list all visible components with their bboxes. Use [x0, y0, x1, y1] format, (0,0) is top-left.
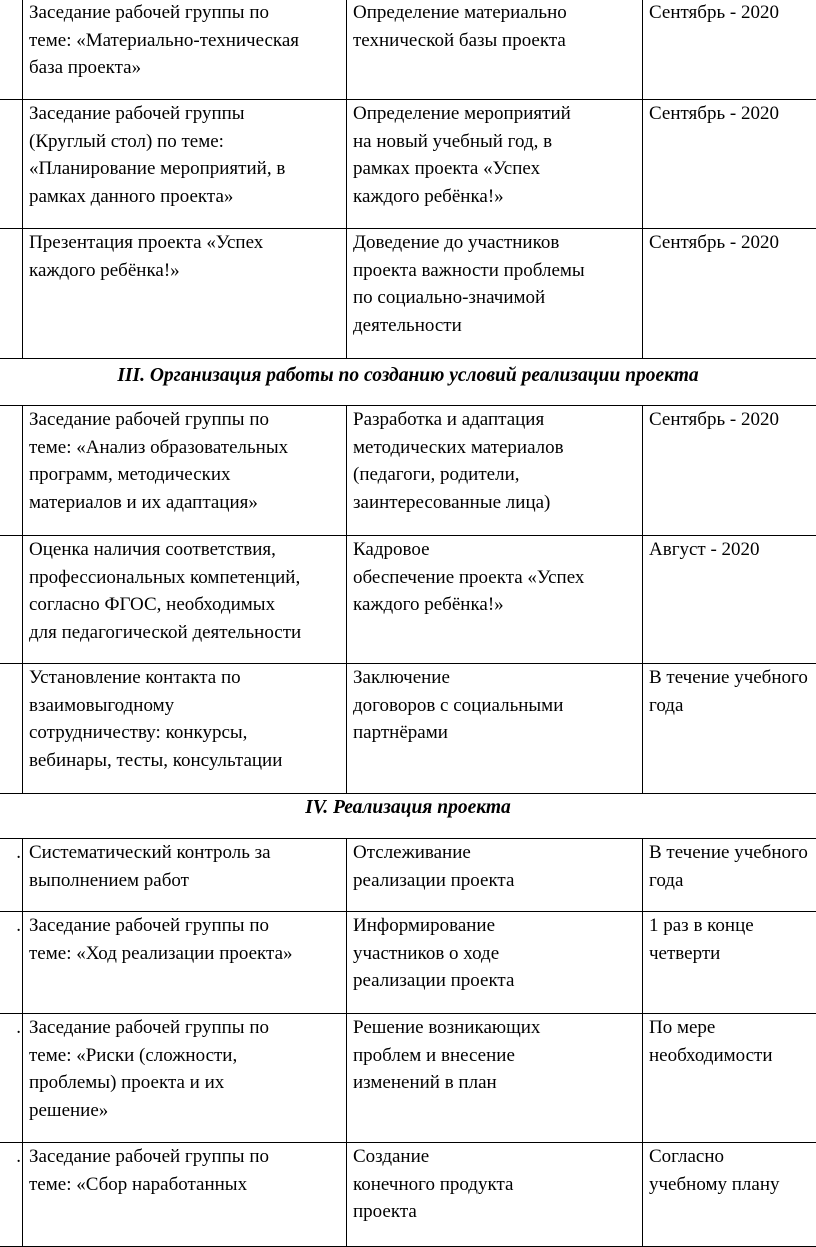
- event-cell: [23, 664, 347, 794]
- event-text: Заседание рабочей группы по теме: «Анализ образовательных программ, методических материалов и их адаптация»: [29, 409, 289, 513]
- table-row: [0, 839, 816, 912]
- event-text: Заседание рабочей группы по теме: «Ход реализации проекта»: [29, 915, 293, 964]
- deadline-text: Август - 2020: [649, 539, 760, 560]
- row-number-cell: [0, 0, 23, 100]
- purpose-cell: [347, 0, 643, 100]
- event-cell: [23, 1014, 347, 1143]
- plan-table-part-1: [0, 0, 816, 359]
- event-text: Установление контакта по взаимовыгодному сотрудничеству: конкурсы, вебинары, тесты, консультации: [29, 667, 283, 771]
- deadline-text: Сентябрь - 2020: [649, 232, 779, 253]
- deadline-text: Сентябрь - 2020: [649, 2, 779, 23]
- event-text: Презентация проекта «Успех каждого ребёнка!»: [29, 232, 264, 281]
- deadline-cell: [643, 536, 816, 664]
- deadline-cell: [643, 0, 816, 100]
- event-cell: [23, 1143, 347, 1247]
- deadline-cell: [643, 664, 816, 794]
- row-number-cell: .: [0, 912, 23, 1014]
- event-text: Оценка наличия соответствия, профессиональных компетенций, согласно ФГОС, необходимых для педагогической деятельности: [29, 539, 302, 643]
- deadline-cell: [643, 1014, 816, 1143]
- purpose-text: Определение мероприятий на новый учебный год, в рамках проекта «Успех каждого ребёнка!»: [353, 103, 571, 207]
- purpose-cell: [347, 536, 643, 664]
- purpose-text: Информирование участников о ходе реализации проекта: [353, 915, 515, 991]
- plan-table-part-3: [0, 838, 816, 1247]
- event-text: Заседание рабочей группы по теме: «Материально-техническая база проекта»: [29, 2, 300, 78]
- event-text: Заседание рабочей группы по теме: «Сбор наработанных: [29, 1146, 269, 1195]
- table-row: [0, 0, 816, 100]
- table-row: [0, 100, 816, 229]
- row-number-cell: [0, 536, 23, 664]
- row-number-cell: [0, 664, 23, 794]
- purpose-text: Доведение до участников проекта важности проблемы по социально-значимой деятельности: [353, 232, 585, 336]
- table-row: [0, 536, 816, 664]
- deadline-text: В течение учебного года: [649, 667, 808, 716]
- deadline-cell: [643, 229, 816, 359]
- purpose-text: Заключение договоров с социальными партнёрами: [353, 667, 564, 743]
- deadline-cell: [643, 1143, 816, 1247]
- event-cell: [23, 839, 347, 912]
- table-row: [0, 1014, 816, 1143]
- deadline-text: Сентябрь - 2020: [649, 409, 779, 430]
- row-number-cell: [0, 406, 23, 536]
- purpose-text: Кадровое обеспечение проекта «Успех каждого ребёнка!»: [353, 539, 585, 615]
- deadline-text: В течение учебного года: [649, 842, 808, 891]
- purpose-text: Решение возникающих проблем и внесение изменений в план: [353, 1017, 541, 1093]
- event-cell: [23, 229, 347, 359]
- event-text: Систематический контроль за выполнением работ: [29, 842, 271, 891]
- deadline-cell: [643, 406, 816, 536]
- row-number-cell: .: [0, 1014, 23, 1143]
- deadline-text: По мере необходимости: [649, 1017, 773, 1066]
- table-row: [0, 912, 816, 1014]
- deadline-text: 1 раз в конце четверти: [649, 915, 754, 964]
- row-number-cell: .: [0, 1143, 23, 1247]
- purpose-text: Разработка и адаптация методических материалов (педагоги, родители, заинтересованные лица): [353, 409, 564, 513]
- purpose-cell: [347, 1143, 643, 1247]
- deadline-text: Сентябрь - 2020: [649, 103, 779, 124]
- row-number-cell: .: [0, 839, 23, 912]
- purpose-cell: [347, 839, 643, 912]
- row-number-cell: [0, 100, 23, 229]
- deadline-cell: [643, 100, 816, 229]
- purpose-text: Отслеживание реализации проекта: [353, 842, 515, 891]
- event-text: Заседание рабочей группы (Круглый стол) по теме: «Планирование мероприятий, в рамках данного проекта»: [29, 103, 286, 207]
- event-cell: [23, 100, 347, 229]
- event-text: Заседание рабочей группы по теме: «Риски (сложности, проблемы) проекта и их решение»: [29, 1017, 269, 1121]
- deadline-cell: [643, 912, 816, 1014]
- table-row: [0, 406, 816, 536]
- purpose-cell: [347, 100, 643, 229]
- event-cell: [23, 912, 347, 1014]
- purpose-text: Определение материально технической базы проекта: [353, 2, 567, 51]
- section-heading-iv: IV. Реализация проекта: [305, 797, 511, 818]
- table-row: [0, 664, 816, 794]
- purpose-cell: [347, 1014, 643, 1143]
- deadline-cell: [643, 839, 816, 912]
- purpose-cell: [347, 229, 643, 359]
- row-number-cell: [0, 229, 23, 359]
- deadline-text: Согласно учебному плану: [649, 1146, 780, 1195]
- plan-table-part-2: [0, 405, 816, 794]
- section-heading-iii: III. Организация работы по созданию условий реализации проекта: [117, 365, 699, 386]
- table-row: [0, 229, 816, 359]
- purpose-cell: [347, 664, 643, 794]
- purpose-cell: [347, 406, 643, 536]
- purpose-cell: [347, 912, 643, 1014]
- table-row: [0, 1143, 816, 1247]
- event-cell: [23, 0, 347, 100]
- purpose-text: Создание конечного продукта проекта: [353, 1146, 514, 1222]
- event-cell: [23, 406, 347, 536]
- event-cell: [23, 536, 347, 664]
